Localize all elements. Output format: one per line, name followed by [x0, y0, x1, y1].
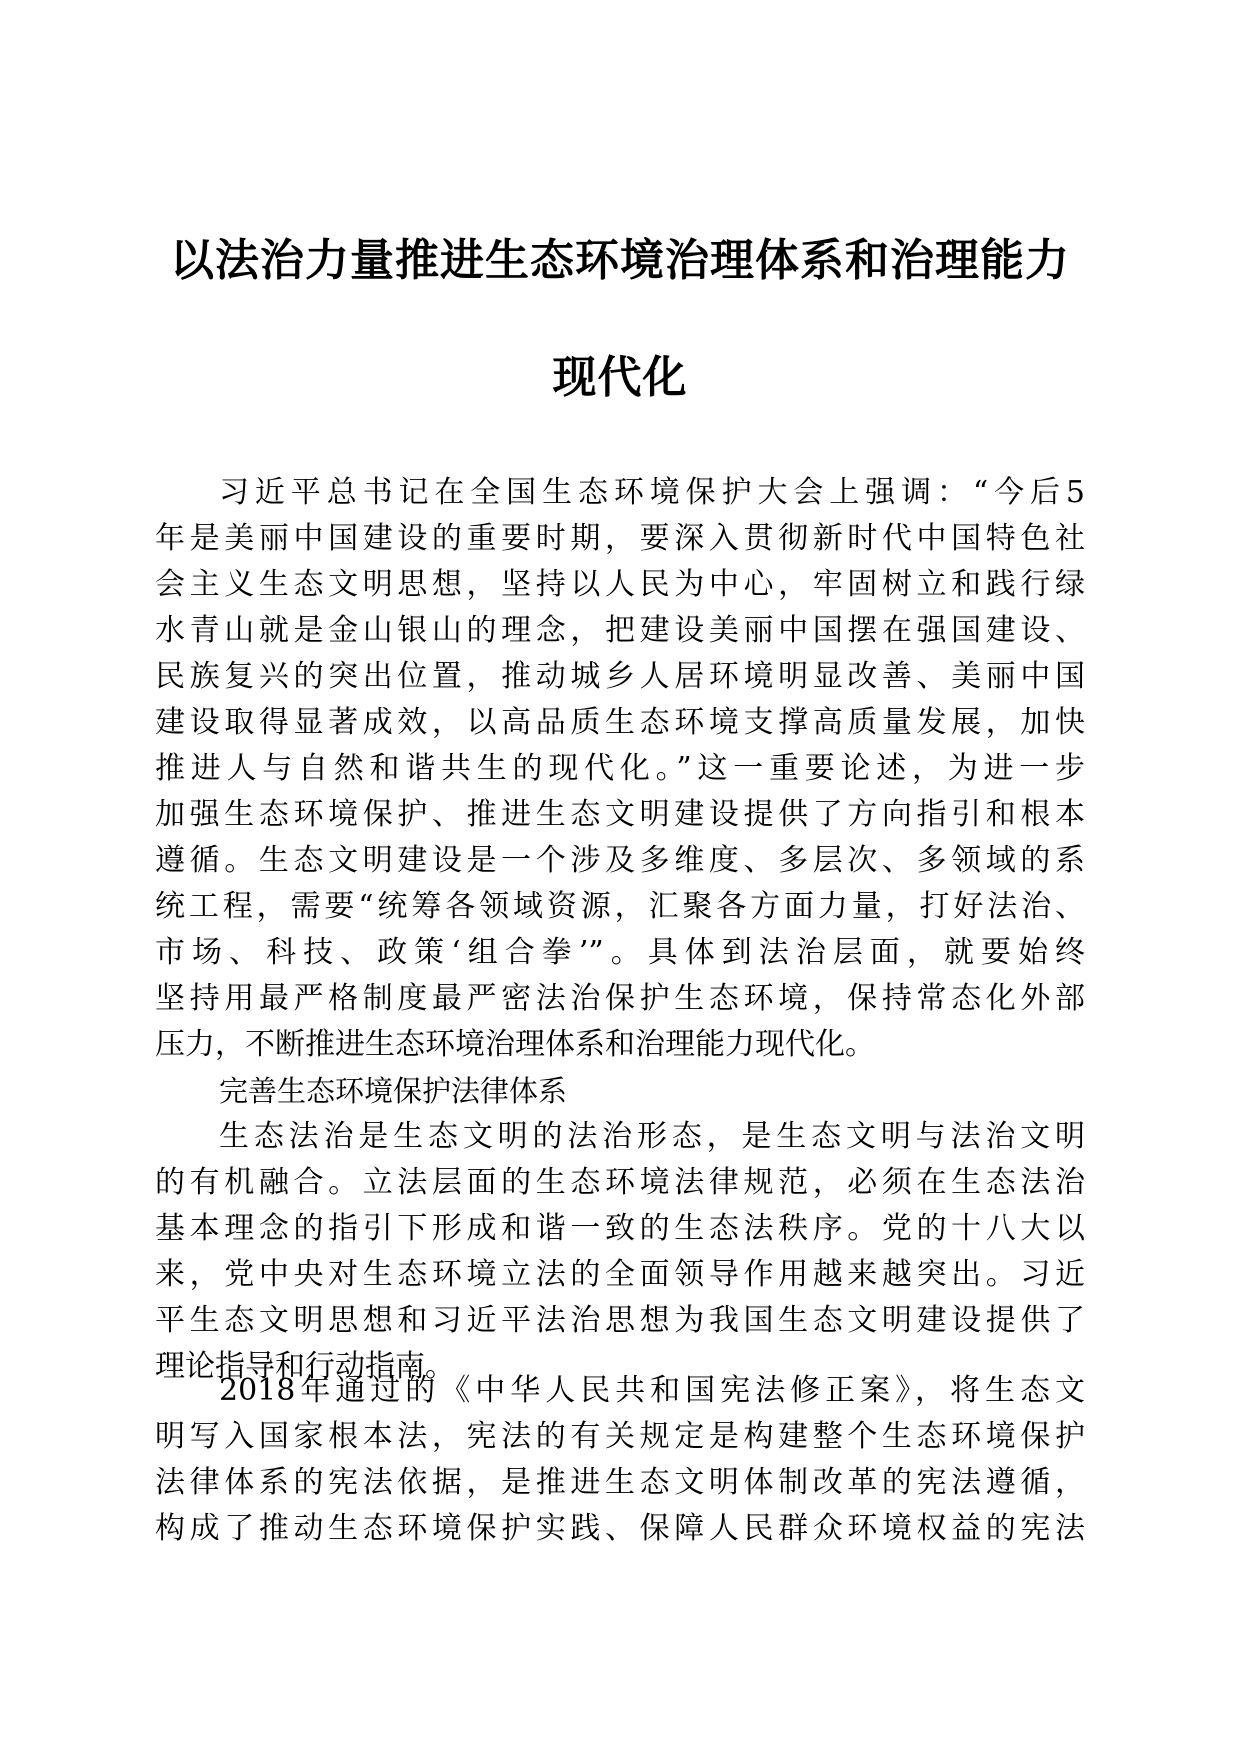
text-line: 平生态文明思想和习近平法治思想为我国生态文明建设提供了 [155, 1303, 1085, 1338]
text-line: 理论指导和行动指南。 [155, 1349, 455, 1384]
text-line: 统工程，需要“统筹各领域资源，汇聚各方面力量，打好法治、 [155, 889, 1085, 924]
text-line: 法律体系的宪法依据，是推进生态文明体制改革的宪法遵循， [155, 1465, 1085, 1500]
paragraph-constitution-amendment [155, 1368, 1085, 1552]
text-line: 水青山就是金山银山的理念，把建设美丽中国摆在强国建设、 [155, 613, 1085, 648]
paragraph-intro [155, 470, 1085, 1068]
text-line: 会主义生态文明思想，坚持以人民为中心，牢固树立和践行绿 [155, 567, 1085, 602]
document-title-line-1: 以法治力量推进生态环境治理体系和治理能力 [170, 235, 1070, 286]
text-line: 年是美丽中国建设的重要时期，要深入贯彻新时代中国特色社 [155, 521, 1085, 556]
text-line: 生态法治是生态文明的法治形态，是生态文明与法治文明 [219, 1119, 1085, 1154]
text-line: 推进人与自然和谐共生的现代化。”这一重要论述，为进一步 [155, 751, 1085, 786]
text-line: 来，党中央对生态环境立法的全面领导作用越来越突出。习近 [155, 1257, 1085, 1292]
section-heading-block [155, 1068, 1085, 1114]
text-line: 坚持用最严格制度最严密法治保护生态环境，保持常态化外部 [155, 981, 1085, 1016]
text-line: 习近平总书记在全国生态环境保护大会上强调：“今后5 [219, 475, 1085, 510]
paragraph-ecological-rule-of-law [155, 1114, 1085, 1390]
text-line: 构成了推动生态环境保护实践、保障人民群众环境权益的宪法 [155, 1511, 1085, 1546]
section-heading: 完善生态环境保护法律体系 [219, 1074, 568, 1108]
text-line: 压力，不断推进生态环境治理体系和治理能力现代化。 [155, 1027, 875, 1062]
text-line: 市场、科技、政策‘组合拳’”。具体到法治层面，就要始终 [155, 935, 1085, 970]
text-line: 的有机融合。立法层面的生态环境法律规范，必须在生态法治 [155, 1165, 1085, 1200]
text-line: 加强生态环境保护、推进生态文明建设提供了方向指引和根本 [155, 797, 1085, 832]
document-title-line-2: 现代化 [552, 352, 688, 403]
text-line: 基本理念的指引下形成和谐一致的生态法秩序。党的十八大以 [155, 1211, 1085, 1246]
text-line: 民族复兴的突出位置，推动城乡人居环境明显改善、美丽中国 [155, 659, 1085, 694]
text-line: 明写入国家根本法，宪法的有关规定是构建整个生态环境保护 [155, 1419, 1085, 1454]
text-line: 建设取得显著成效，以高品质生态环境支撑高质量发展，加快 [155, 705, 1085, 740]
text-line: 遵循。生态文明建设是一个涉及多维度、多层次、多领域的系 [155, 843, 1085, 878]
text-line: 2018年通过的《中华人民共和国宪法修正案》，将生态文 [219, 1373, 1085, 1408]
